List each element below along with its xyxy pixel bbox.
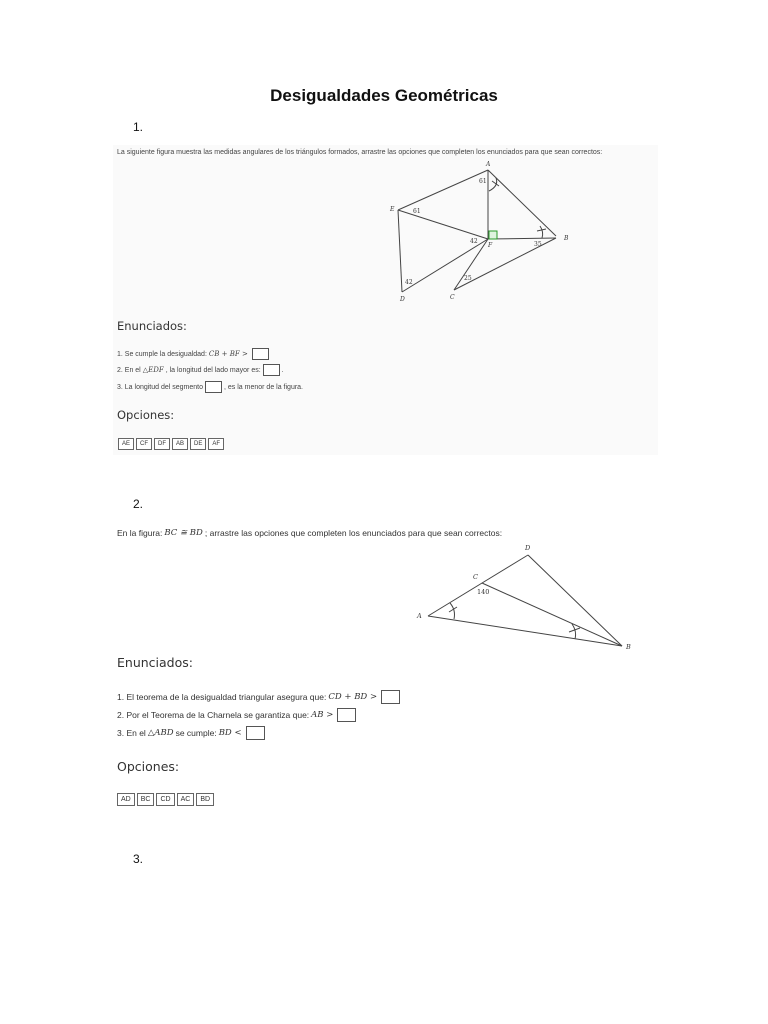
drop-slot[interactable]: [246, 726, 265, 740]
page-title: Desigualdades Geométricas: [270, 86, 498, 105]
statement-math: CB + BF >: [208, 350, 248, 358]
drop-slot[interactable]: [381, 690, 400, 704]
statement-text: .: [281, 366, 284, 374]
question-3-number: 3.: [133, 852, 144, 866]
point-label-C: C: [473, 573, 478, 581]
option-chip[interactable]: AF: [208, 438, 224, 450]
point-label-B: B: [626, 643, 631, 651]
drop-slot[interactable]: [263, 364, 280, 376]
statement-math: △EDF: [142, 366, 164, 374]
drop-slot[interactable]: [337, 708, 356, 722]
drop-slot[interactable]: [252, 348, 269, 360]
angle-label-2: 61: [413, 208, 421, 215]
drop-slot[interactable]: [205, 381, 222, 393]
question-1-number: 1.: [133, 120, 144, 134]
question-2-statement-2: [117, 708, 358, 722]
statement-text: 2. Por el Teorema de la Charnela se garantiza que:: [117, 710, 310, 720]
option-chip[interactable]: BD: [196, 793, 214, 806]
option-chip[interactable]: AE: [118, 438, 134, 450]
question-2-figure: [410, 540, 640, 655]
statement-text: 3. La longitud del segmento: [117, 383, 204, 391]
option-chip[interactable]: DE: [190, 438, 206, 450]
statement-text: 1. Se cumple la desigualdad:: [117, 350, 207, 358]
option-chip[interactable]: CF: [136, 438, 152, 450]
point-label-D: D: [525, 544, 531, 552]
right-angle-marker: [489, 231, 497, 239]
question-1-statement-3: [117, 381, 303, 393]
statement-math: CD + BD >: [328, 692, 378, 702]
option-chip[interactable]: DF: [154, 438, 170, 450]
option-chip[interactable]: CD: [156, 793, 174, 806]
option-chip[interactable]: AD: [117, 793, 135, 806]
statement-text: 2. En el: [117, 366, 141, 374]
question-1-options: [118, 438, 224, 450]
angle-label-C: 140: [477, 588, 490, 596]
point-label-D: D: [400, 296, 405, 303]
question-2-enunciados-heading: Enunciados:: [117, 655, 193, 670]
intro-text: ; arrastre las opciones que completen los enunciados para que sean correctos:: [204, 528, 503, 538]
question-1-intro: La siguiente figura muestra las medidas angulares de los triángulos formados, arrastre las opciones que completen los enunciados para que sean correctos:: [117, 149, 603, 156]
segment-AE: [398, 170, 488, 210]
intro-math: BC ≅ BD: [164, 528, 203, 538]
question-1-statement-2: [117, 364, 284, 376]
option-chip[interactable]: BC: [137, 793, 155, 806]
angle-mark-B: [540, 226, 543, 238]
intro-text: En la figura:: [117, 528, 163, 538]
question-2-statement-3: [117, 726, 267, 740]
angle-mark-B: [572, 624, 576, 639]
segment-FC: [454, 239, 488, 290]
question-1-enunciados-heading: Enunciados:: [117, 319, 187, 333]
point-label-A: A: [486, 161, 491, 168]
segment-FD: [402, 239, 488, 292]
segment-CB: [482, 583, 622, 646]
option-chip[interactable]: AC: [177, 793, 195, 806]
statement-text: se cumple:: [175, 728, 217, 738]
point-label-C: C: [450, 294, 455, 301]
statement-text: , es la menor de la figura.: [224, 383, 304, 391]
point-label-F: F: [488, 242, 493, 249]
angle-label-4: 35: [534, 241, 542, 248]
statement-text: , la longitud del lado mayor es:: [165, 366, 261, 374]
angle-label-5: 42: [405, 279, 413, 286]
segment-AB: [428, 616, 622, 646]
option-chip[interactable]: AB: [172, 438, 188, 450]
question-1-opciones-heading: Opciones:: [117, 408, 175, 422]
point-label-E: E: [390, 206, 395, 213]
angle-label-3: 42: [470, 238, 478, 245]
segment-AB: [488, 170, 556, 236]
question-2-options: [117, 793, 214, 806]
question-2-number: 2.: [133, 497, 144, 511]
question-2-intro: [117, 528, 502, 538]
statement-text: 1. El teorema de la desigualdad triangular asegura que:: [117, 692, 327, 702]
statement-math: AB >: [311, 710, 334, 720]
segment-EF: [398, 210, 488, 239]
segment-ED: [398, 210, 402, 292]
question-1-statement-1: [117, 348, 271, 360]
statement-math: BD <: [218, 728, 242, 738]
angle-label-1: 61: [479, 178, 487, 185]
angle-label-6: 25: [464, 275, 472, 282]
question-2-statement-1: [117, 690, 402, 704]
question-1-figure: [380, 158, 580, 306]
point-label-B: B: [564, 235, 569, 242]
point-label-A: A: [417, 612, 422, 620]
segment-DA: [428, 555, 528, 616]
question-2-opciones-heading: Opciones:: [117, 759, 180, 774]
statement-text: 3. En el: [117, 728, 146, 738]
segment-FB: [488, 238, 556, 239]
statement-math: △ABD: [147, 728, 174, 738]
angle-mark-A: [489, 178, 497, 191]
